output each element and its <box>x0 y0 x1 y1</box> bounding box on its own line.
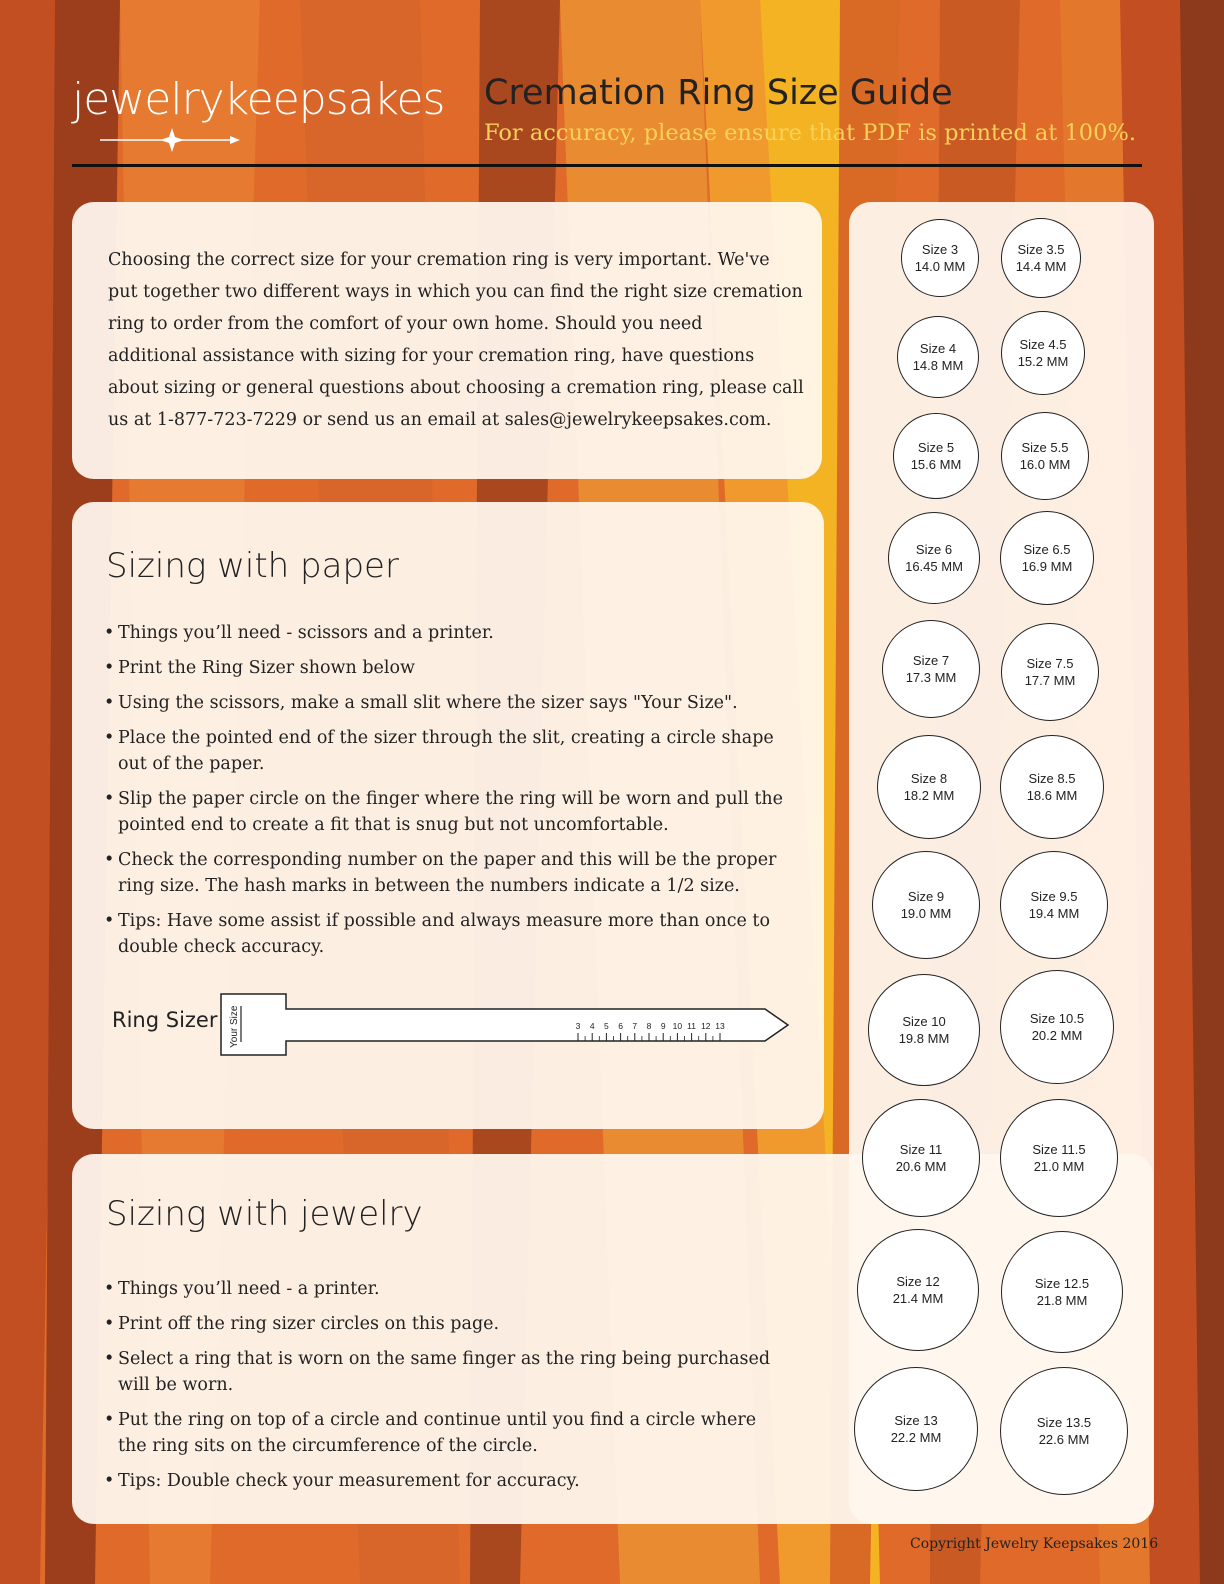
ring-size-label: Size 3.5 <box>1017 242 1065 257</box>
sizer-number: 8 <box>646 1021 652 1031</box>
ring-size-label: Size 9.5 <box>1030 889 1078 904</box>
copyright-notice: Copyright Jewelry Keepsakes 2016 <box>910 1536 1159 1552</box>
ring-size-circle <box>872 851 980 959</box>
ring-size-mm: 14.4 MM <box>1015 259 1067 274</box>
your-size-tab-label: Your Size <box>229 1005 240 1048</box>
ring-size-label: Size 12.5 <box>1034 1276 1090 1291</box>
ring-size-label: Size 10 <box>902 1014 946 1029</box>
ring-size-label: Size 11 <box>899 1142 943 1157</box>
ring-size-mm: 19.4 MM <box>1028 906 1080 921</box>
sizer-number: 9 <box>660 1021 666 1031</box>
paper-instructions-list <box>104 620 784 969</box>
ring-size-mm: 14.0 MM <box>914 259 966 274</box>
ring-size-mm: 16.0 MM <box>1019 457 1071 472</box>
list-item: • Print the Ring Sizer shown below <box>104 655 784 681</box>
ring-size-mm: 18.6 MM <box>1026 788 1078 803</box>
ring-size-label: Size 13.5 <box>1036 1415 1092 1430</box>
ring-size-label: Size 10.5 <box>1029 1011 1085 1026</box>
ring-size-mm: 17.7 MM <box>1024 673 1076 688</box>
sizer-number: 12 <box>701 1021 711 1031</box>
sizer-number: 5 <box>604 1021 609 1031</box>
ring-size-label: Size 8 <box>910 771 948 786</box>
list-item: • Tips: Have some assist if possible and always measure more than once to double check accuracy. <box>104 908 784 960</box>
ring-size-mm: 20.6 MM <box>895 1159 947 1174</box>
logo-sparkle-icon <box>100 128 240 152</box>
section-heading: Sizing with jewelry <box>106 1194 423 1234</box>
ring-size-circle <box>854 1367 978 1491</box>
ring-size-circle <box>1001 412 1089 500</box>
ring-size-circle <box>1000 970 1114 1084</box>
header-divider <box>72 164 1142 167</box>
print-notice: For accuracy, please ensure that PDF is printed at 100%. <box>484 120 1136 146</box>
page-title: Cremation Ring Size Guide <box>484 73 953 113</box>
ring-size-label: Size 9 <box>907 889 945 904</box>
ring-size-label: Size 4 <box>919 341 957 356</box>
list-item: • Place the pointed end of the sizer through the slit, creating a circle shape out of the paper. <box>104 725 784 777</box>
brand-logo: jewelrykeepsakes <box>72 74 445 125</box>
ring-size-circle <box>882 620 980 718</box>
list-item: • Tips: Double check your measurement for accuracy. <box>104 1468 784 1494</box>
ring-size-circle <box>862 1099 980 1217</box>
ring-sizer-label: Ring Sizer <box>112 1008 218 1032</box>
ring-size-label: Size 6 <box>915 542 953 557</box>
ring-size-circle <box>1000 851 1108 959</box>
intro-line: ring to order from the comfort of your own home. Should you need <box>108 314 703 334</box>
ring-size-mm: 21.0 MM <box>1033 1159 1085 1174</box>
ring-size-mm: 18.2 MM <box>903 788 955 803</box>
ring-size-mm: 22.2 MM <box>890 1430 942 1445</box>
ring-size-label: Size 6.5 <box>1023 542 1071 557</box>
intro-line: about sizing or general questions about choosing a cremation ring, please call <box>108 378 804 398</box>
ring-size-mm: 19.0 MM <box>900 906 952 921</box>
ring-size-circle <box>1001 1231 1123 1353</box>
ring-size-mm: 22.6 MM <box>1038 1432 1090 1447</box>
ring-size-mm: 15.2 MM <box>1017 354 1069 369</box>
sizer-number: 7 <box>632 1021 638 1031</box>
intro-line: us at 1-877-723-7229 or send us an email at sales@jewelrykeepsakes.com. <box>108 410 772 430</box>
ring-size-label: Size 8.5 <box>1028 771 1076 786</box>
intro-line: Choosing the correct size for your cremation ring is very important. We've <box>108 250 770 270</box>
jewelry-instructions-list <box>104 1276 784 1503</box>
ring-size-label: Size 4.5 <box>1019 337 1067 352</box>
ring-size-mm: 15.6 MM <box>910 457 962 472</box>
intro-line: additional assistance with sizing for your cremation ring, have questions <box>108 346 755 366</box>
intro-panel <box>72 202 822 479</box>
ring-size-circle <box>897 316 979 398</box>
ring-size-mm: 14.8 MM <box>912 358 964 373</box>
ring-size-circle <box>1001 311 1085 395</box>
ring-size-label: Size 3 <box>921 242 959 257</box>
ring-size-mm: 19.8 MM <box>898 1031 950 1046</box>
ring-size-label: Size 12 <box>896 1274 940 1289</box>
list-item: • Slip the paper circle on the finger where the ring will be worn and pull the pointed end to create a fit that is snug but not uncomfortable. <box>104 786 784 838</box>
ring-sizer-strip <box>220 992 800 1062</box>
list-item: • Select a ring that is worn on the same finger as the ring being purchased will be worn. <box>104 1346 784 1398</box>
sizer-number: 6 <box>618 1021 623 1031</box>
ring-size-circle <box>1000 1099 1118 1217</box>
list-item: • Print off the ring sizer circles on this page. <box>104 1311 784 1337</box>
sizer-number: 13 <box>715 1021 725 1031</box>
ring-size-mm: 17.3 MM <box>905 670 957 685</box>
ring-size-circle <box>1000 1367 1128 1495</box>
ring-size-circle <box>888 512 980 604</box>
sizer-number: 11 <box>687 1021 697 1031</box>
list-item: • Using the scissors, make a small slit where the sizer says "Your Size". <box>104 690 784 716</box>
ring-size-mm: 16.9 MM <box>1021 559 1073 574</box>
sizing-with-paper-panel <box>72 502 824 1129</box>
ring-size-mm: 21.8 MM <box>1036 1293 1088 1308</box>
ring-size-label: Size 7 <box>912 653 950 668</box>
ring-size-circle <box>877 735 981 839</box>
list-item: • Things you’ll need - a printer. <box>104 1276 784 1302</box>
list-item: • Check the corresponding number on the paper and this will be the proper ring size. The hash marks in between the numbers indicate a 1/2 size. <box>104 847 784 899</box>
ring-size-label: Size 5 <box>917 440 955 455</box>
ring-size-label: Size 5.5 <box>1021 440 1069 455</box>
section-heading: Sizing with paper <box>106 546 399 586</box>
ring-size-circle <box>857 1229 979 1351</box>
sizer-number: 3 <box>575 1021 581 1031</box>
ring-size-mm: 20.2 MM <box>1031 1028 1083 1043</box>
ring-size-circle <box>1001 218 1081 298</box>
ring-size-mm: 16.45 MM <box>905 559 963 574</box>
sizer-number: 4 <box>589 1021 595 1031</box>
ring-size-circle <box>901 219 979 297</box>
ring-size-circle <box>1001 623 1099 721</box>
sizer-number: 10 <box>672 1021 683 1031</box>
list-item: • Put the ring on top of a circle and continue until you find a circle where the ring sits on the circumference of the circle. <box>104 1407 784 1459</box>
ring-size-label: Size 13 <box>894 1413 938 1428</box>
list-item: • Things you’ll need - scissors and a printer. <box>104 620 784 646</box>
ring-size-circle <box>893 413 979 499</box>
ring-size-circle <box>1000 735 1104 839</box>
ring-size-mm: 21.4 MM <box>892 1291 944 1306</box>
ring-size-circle <box>1000 511 1094 605</box>
ring-size-circle <box>868 974 980 1086</box>
ring-size-label: Size 11.5 <box>1032 1142 1086 1157</box>
intro-line: put together two different ways in which you can find the right size cremation <box>108 282 803 302</box>
ring-size-label: Size 7.5 <box>1026 656 1074 671</box>
intro-text <box>108 244 808 436</box>
